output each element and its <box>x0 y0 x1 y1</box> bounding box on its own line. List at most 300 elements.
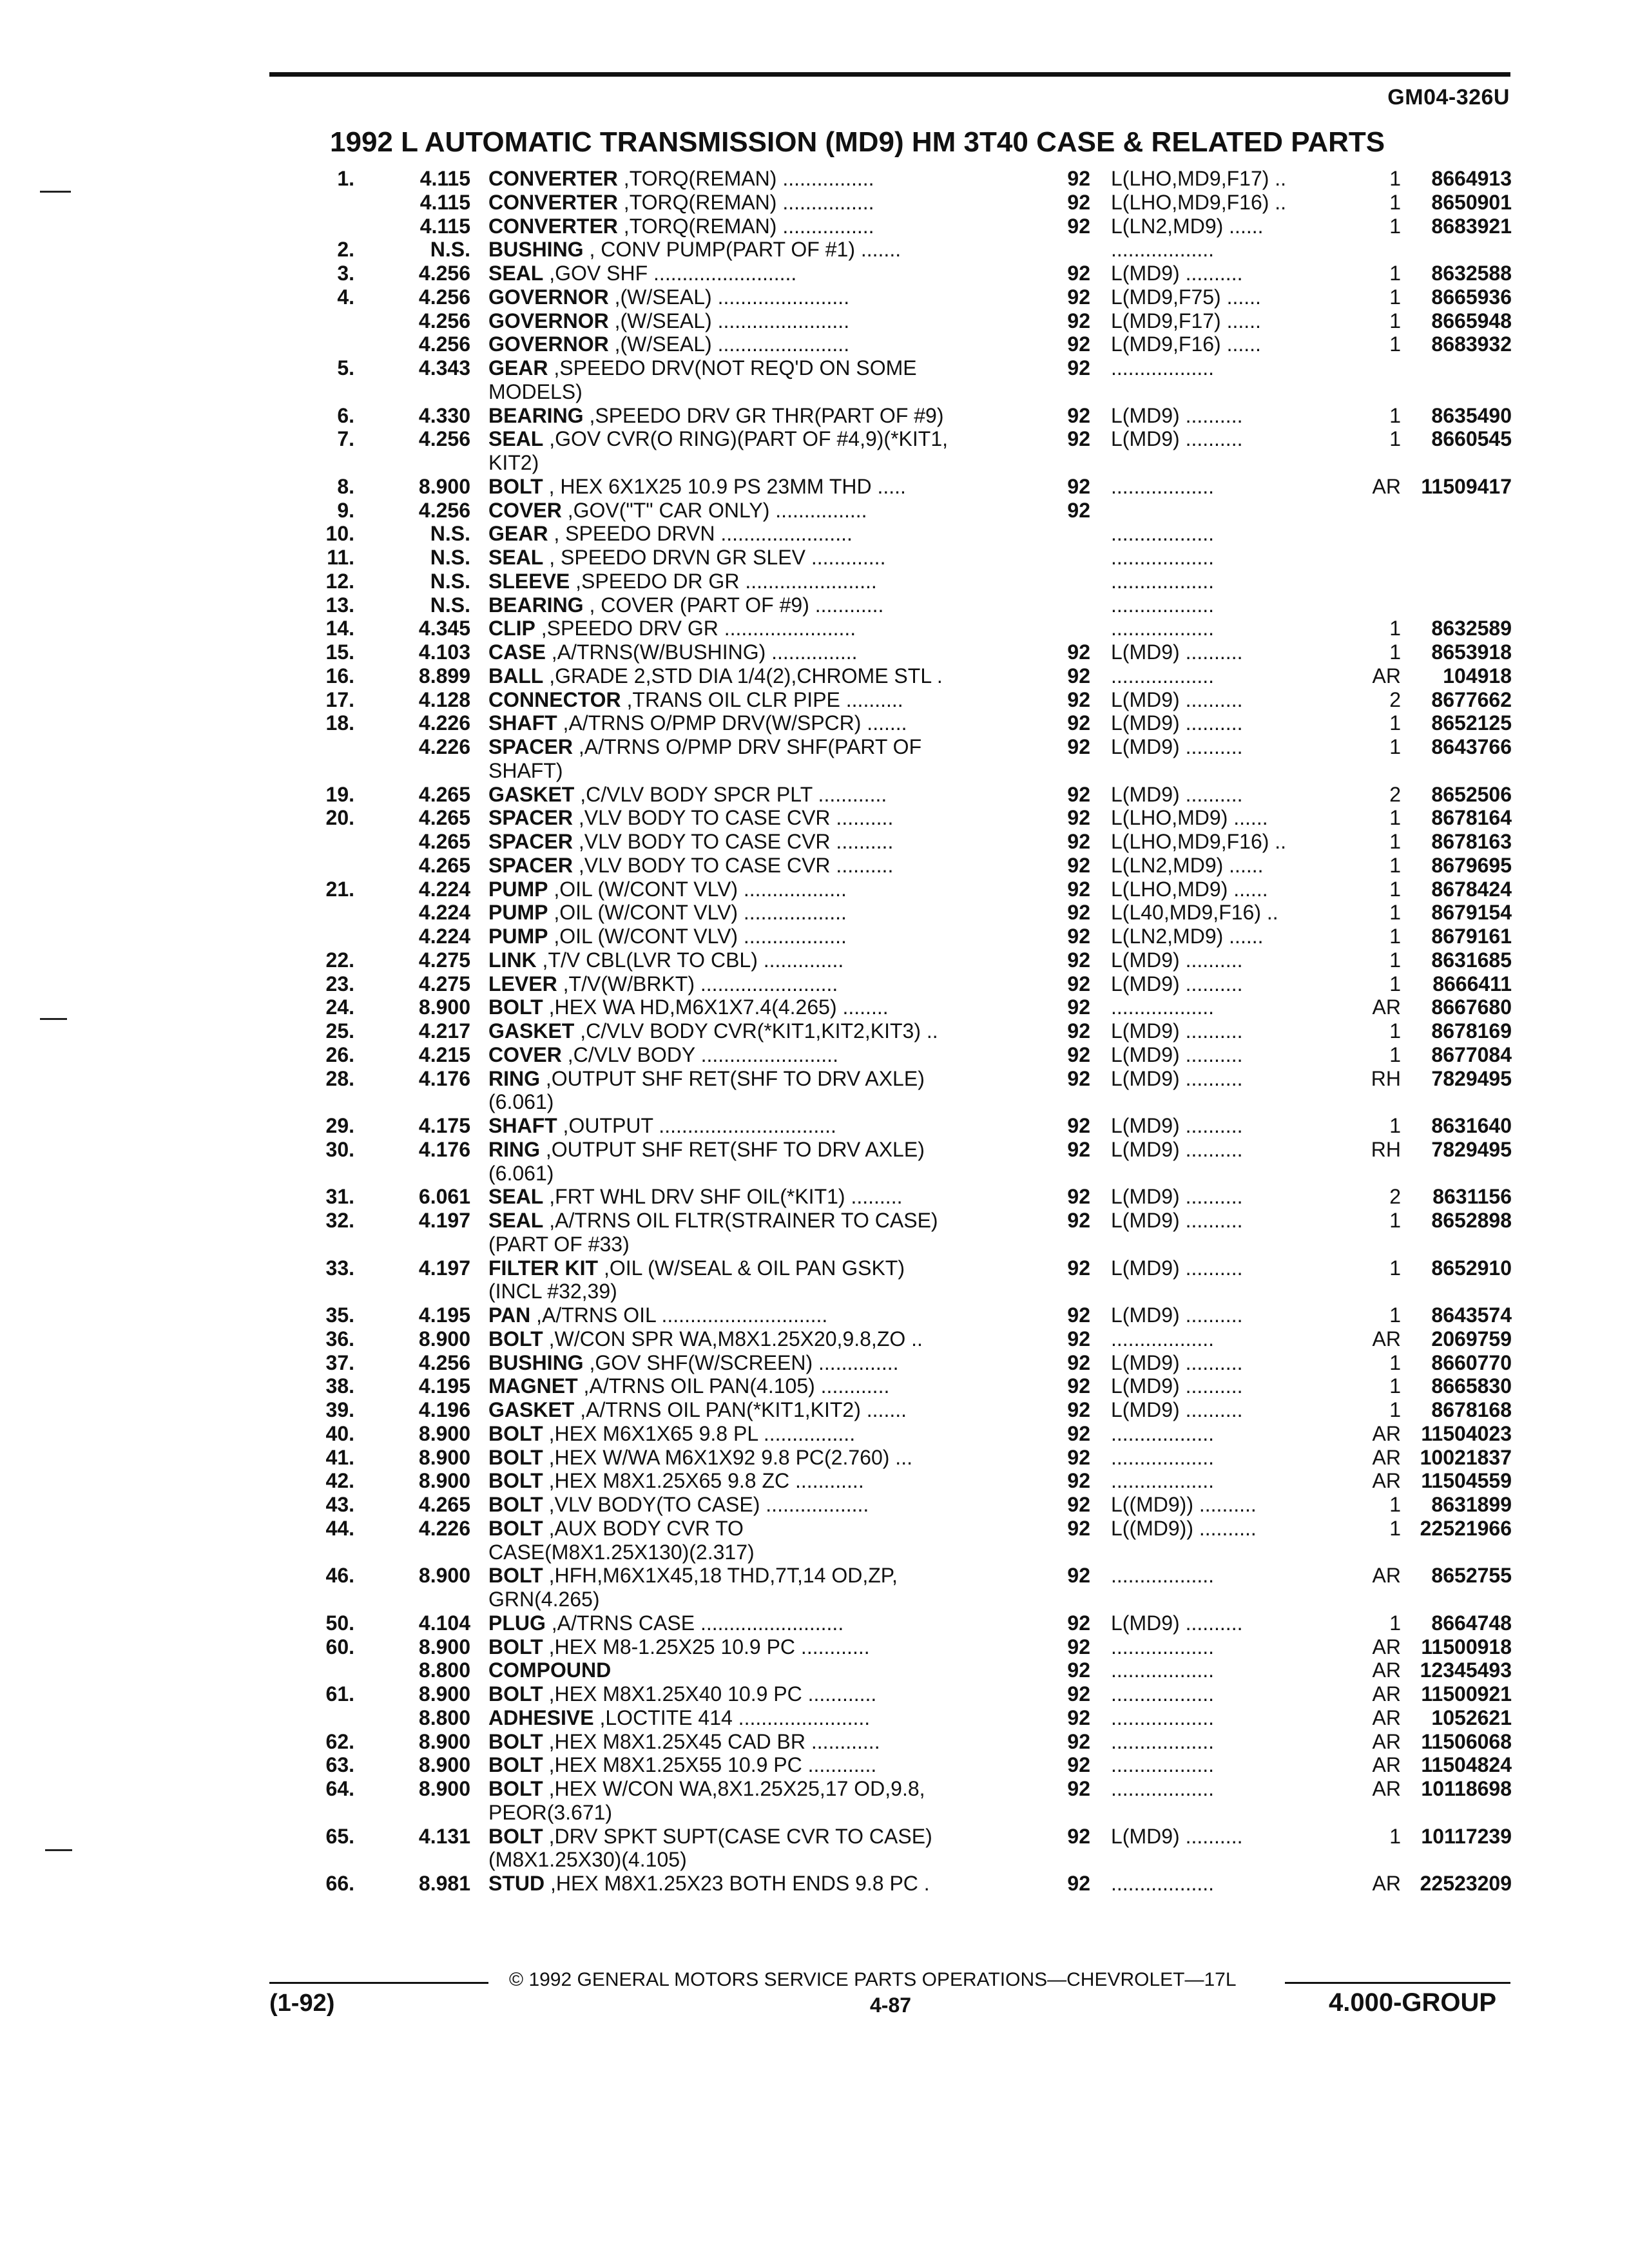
part-row <box>0 1256 1629 1280</box>
model-usage: L(MD9) .......... <box>1111 1398 1243 1421</box>
part-detail: ,HFH,M6X1X45,18 THD,7T,14 OD,ZP, <box>543 1564 898 1588</box>
group-number: 4.196 <box>418 1398 470 1421</box>
part-description <box>488 215 1046 238</box>
part-number: 8631899 <box>1431 1493 1512 1516</box>
model-usage: L(MD9) .......... <box>1111 1303 1243 1327</box>
model-usage: L(MD9) .......... <box>1111 687 1243 711</box>
part-detail: (INCL #32,39) <box>488 1280 617 1303</box>
quantity: 1 <box>1389 1611 1401 1635</box>
header-rule <box>269 72 1510 77</box>
part-row <box>0 1303 1629 1327</box>
item-number: 14. <box>325 617 354 640</box>
part-description <box>488 1374 1046 1398</box>
group-number: 8.900 <box>418 1564 470 1588</box>
quantity: AR <box>1372 1872 1401 1895</box>
part-number: 8677662 <box>1431 687 1512 711</box>
group-number: 4.265 <box>418 830 470 853</box>
group-number: 4.104 <box>418 1611 470 1635</box>
copyright-line: © 1992 GENERAL MOTORS SERVICE PARTS OPERATIONS—CHEVROLET—17L <box>509 1969 1237 1990</box>
part-name: COMPOUND <box>488 1658 612 1682</box>
part-description <box>488 238 1046 262</box>
part-detail: ,C/VLV BODY ........................ <box>561 1043 838 1066</box>
part-number: 8666411 <box>1432 972 1512 995</box>
model-usage: .................. <box>1111 356 1215 380</box>
quantity: 1 <box>1389 925 1401 948</box>
item-number: 63. <box>325 1753 354 1777</box>
part-number: 11500921 <box>1421 1682 1512 1706</box>
model-year: 92 <box>1067 474 1090 498</box>
part-description <box>488 1043 1046 1067</box>
item-number: 8. <box>337 474 354 498</box>
part-detail: ,TRANS OIL CLR PIPE .......... <box>621 687 903 711</box>
part-description <box>488 1517 1046 1541</box>
quantity: 1 <box>1389 1493 1401 1516</box>
part-description <box>488 404 1046 428</box>
part-number: 11504559 <box>1421 1469 1512 1493</box>
part-row <box>0 735 1629 759</box>
model-usage: L(MD9) .......... <box>1111 1350 1243 1374</box>
part-name: SPACER <box>488 735 573 758</box>
group-number: N.S. <box>430 522 470 546</box>
model-year: 92 <box>1067 1706 1090 1729</box>
part-detail: ,HEX M8-1.25X25 10.9 PC ............ <box>543 1635 870 1658</box>
quantity: AR <box>1372 1445 1401 1469</box>
part-name: MAGNET <box>488 1374 578 1398</box>
part-detail: ,T/V(W/BRKT) ........................ <box>557 972 838 995</box>
part-description <box>488 1185 1046 1209</box>
part-row <box>0 1753 1629 1777</box>
part-detail: , CONV PUMP(PART OF #1) ....... <box>583 238 901 262</box>
item-number: 25. <box>325 1019 354 1043</box>
part-number: 8665830 <box>1431 1374 1512 1398</box>
model-usage: L(MD9) .......... <box>1111 262 1243 285</box>
model-year: 92 <box>1067 877 1090 901</box>
part-number: 11504023 <box>1421 1421 1512 1445</box>
part-row <box>0 332 1629 356</box>
model-usage: L(MD9) .......... <box>1111 1185 1243 1209</box>
part-detail: ,HEX M8X1.25X55 10.9 PC ............ <box>543 1753 877 1777</box>
model-usage: .................. <box>1111 1469 1215 1493</box>
part-number: 8678163 <box>1431 830 1512 853</box>
group-number: 4.265 <box>418 1493 470 1516</box>
part-detail: , SPEEDO DRVN ....................... <box>548 522 853 546</box>
group-number: 4.265 <box>418 782 470 806</box>
part-row <box>0 1138 1629 1162</box>
part-detail: ,GOV CVR(O RING)(PART OF #4,9)(*KIT1, <box>543 427 948 451</box>
model-usage: L((MD9)) .......... <box>1111 1516 1257 1540</box>
part-description <box>488 262 1046 285</box>
part-row <box>0 1825 1629 1849</box>
part-description <box>488 1422 1046 1446</box>
item-number: 20. <box>325 806 354 830</box>
part-name: GEAR <box>488 356 548 380</box>
part-description <box>488 617 1046 640</box>
part-row <box>0 830 1629 854</box>
part-row <box>0 1848 1629 1872</box>
part-detail: ,(W/SEAL) ....................... <box>608 332 850 356</box>
quantity: 1 <box>1389 427 1401 451</box>
part-description <box>488 1730 1046 1754</box>
part-number: 8643766 <box>1431 735 1512 758</box>
part-number: 11509417 <box>1421 474 1512 498</box>
item-number: 24. <box>325 995 354 1019</box>
part-description <box>488 995 1046 1019</box>
group-number: 4.224 <box>418 877 470 901</box>
part-detail: PEOR(3.671) <box>488 1800 613 1824</box>
part-number: 11504824 <box>1421 1753 1512 1777</box>
part-detail: ,LOCTITE 414 ....................... <box>593 1706 871 1729</box>
part-name: BOLT <box>488 1469 543 1493</box>
part-row <box>0 617 1629 640</box>
model-usage: L(L40,MD9,F16) .. <box>1111 901 1278 925</box>
part-description <box>488 570 1046 593</box>
binder-mark <box>40 1018 67 1020</box>
part-description <box>488 711 1046 735</box>
model-year: 92 <box>1067 735 1090 758</box>
model-year: 92 <box>1067 1445 1090 1469</box>
quantity: AR <box>1372 1421 1401 1445</box>
part-description <box>488 901 1046 925</box>
part-number: 8652506 <box>1431 782 1512 806</box>
part-number: 8665936 <box>1431 285 1512 309</box>
part-description <box>488 664 1046 688</box>
model-year: 92 <box>1067 925 1090 948</box>
quantity: 1 <box>1389 1374 1401 1398</box>
part-number: 10117239 <box>1421 1824 1512 1848</box>
part-detail: GRN(4.265) <box>488 1588 600 1611</box>
group-number: 8.900 <box>418 1635 470 1658</box>
item-number: 4. <box>337 285 354 309</box>
model-year: 92 <box>1067 427 1090 451</box>
group-number: 4.256 <box>418 262 470 285</box>
parts-list <box>0 167 1629 1896</box>
item-number: 61. <box>325 1682 354 1706</box>
part-detail: ,HEX M8X1.25X23 BOTH ENDS 9.8 PC . <box>545 1872 930 1895</box>
model-year: 92 <box>1067 1824 1090 1848</box>
part-description <box>488 1588 1046 1611</box>
part-detail: CASE(M8X1.25X130)(2.317) <box>488 1540 755 1564</box>
item-number: 64. <box>325 1777 354 1800</box>
footer-rule-right <box>1285 1982 1510 1984</box>
model-year: 92 <box>1067 498 1090 522</box>
model-year: 92 <box>1067 1469 1090 1493</box>
part-name: PUMP <box>488 901 548 925</box>
quantity: AR <box>1372 1564 1401 1588</box>
part-row <box>0 1327 1629 1351</box>
part-number: 8667680 <box>1431 995 1512 1019</box>
model-year: 92 <box>1067 1658 1090 1682</box>
part-detail: ,OUTPUT SHF RET(SHF TO DRV AXLE) <box>540 1066 925 1090</box>
quantity: 1 <box>1389 167 1401 190</box>
part-row <box>0 640 1629 664</box>
part-detail: (M8X1.25X30)(4.105) <box>488 1848 687 1872</box>
model-usage: .................. <box>1111 1421 1215 1445</box>
group-number: N.S. <box>430 569 470 593</box>
part-row <box>0 1185 1629 1209</box>
part-detail: ,DRV SPKT SUPT(CASE CVR TO CASE) <box>543 1824 932 1848</box>
part-number: 1052621 <box>1431 1706 1512 1729</box>
quantity: AR <box>1372 1327 1401 1350</box>
model-usage: L(MD9) .......... <box>1111 711 1243 735</box>
part-description <box>488 735 1046 759</box>
part-description <box>488 1658 1046 1682</box>
group-number: 4.265 <box>418 853 470 877</box>
part-description <box>488 593 1046 617</box>
item-number: 7. <box>337 427 354 451</box>
part-number: 8679154 <box>1431 901 1512 925</box>
part-detail: ,A/TRNS OIL PAN(4.105) ............ <box>577 1374 890 1398</box>
quantity: 1 <box>1389 901 1401 925</box>
part-name: COVER <box>488 1043 562 1066</box>
group-number: 4.197 <box>418 1256 470 1280</box>
part-name: BEARING <box>488 593 584 617</box>
quantity: 1 <box>1389 214 1401 238</box>
quantity: 1 <box>1389 711 1401 735</box>
part-name: GOVERNOR <box>488 309 609 332</box>
part-name: BOLT <box>488 1635 543 1658</box>
item-number: 21. <box>325 877 354 901</box>
model-year: 92 <box>1067 1019 1090 1043</box>
part-detail: ,VLV BODY TO CASE CVR .......... <box>572 806 894 830</box>
quantity: AR <box>1372 1706 1401 1729</box>
part-name: SEAL <box>488 546 544 569</box>
model-usage: L(MD9) .......... <box>1111 972 1243 995</box>
part-row <box>0 664 1629 688</box>
part-row <box>0 1233 1629 1256</box>
part-name: BOLT <box>488 1493 543 1516</box>
model-usage: L(LN2,MD9) ...... <box>1111 853 1264 877</box>
part-number: 8632589 <box>1431 617 1512 640</box>
part-detail: ,AUX BODY CVR TO <box>543 1516 744 1540</box>
document-code: GM04-326U <box>1387 85 1510 110</box>
group-number: 6.061 <box>418 1185 470 1209</box>
quantity: AR <box>1372 1729 1401 1753</box>
part-number: 8679161 <box>1431 925 1512 948</box>
part-detail: MODELS) <box>488 380 583 403</box>
model-usage: .................. <box>1111 593 1215 617</box>
part-detail: (PART OF #33) <box>488 1232 630 1256</box>
part-name: PAN <box>488 1303 531 1327</box>
part-name: SHAFT <box>488 711 557 735</box>
part-detail: ,SPEEDO DRV(NOT REQ'D ON SOME <box>548 356 917 380</box>
part-detail: ,A/TRNS OIL ............................. <box>530 1303 828 1327</box>
quantity: 1 <box>1389 285 1401 309</box>
part-name: SPACER <box>488 853 573 877</box>
item-number: 18. <box>325 711 354 735</box>
part-row <box>0 593 1629 617</box>
part-number: 8660770 <box>1431 1350 1512 1374</box>
part-detail: ,SPEEDO DRV GR ....................... <box>535 617 856 640</box>
item-number: 26. <box>325 1043 354 1066</box>
item-number: 62. <box>325 1729 354 1753</box>
part-detail: ,OIL (W/SEAL & OIL PAN GSKT) <box>598 1256 905 1280</box>
part-number: 11500918 <box>1421 1635 1512 1658</box>
part-row <box>0 688 1629 712</box>
model-usage: .................. <box>1111 1706 1215 1729</box>
part-number: 8652755 <box>1431 1564 1512 1588</box>
part-row <box>0 1043 1629 1067</box>
part-detail: ,OUTPUT ............................... <box>557 1114 836 1137</box>
part-row <box>0 522 1629 546</box>
model-usage: L(LN2,MD9) ...... <box>1111 214 1264 238</box>
part-detail: ,FRT WHL DRV SHF OIL(*KIT1) ......... <box>543 1185 903 1209</box>
model-year: 92 <box>1067 1753 1090 1777</box>
model-usage: L(MD9) .......... <box>1111 1824 1243 1848</box>
model-usage: L(MD9) .......... <box>1111 1611 1243 1635</box>
part-row <box>0 285 1629 309</box>
quantity: 1 <box>1389 1398 1401 1421</box>
model-year: 92 <box>1067 640 1090 664</box>
part-description <box>488 783 1046 807</box>
part-description <box>488 1469 1046 1493</box>
model-usage: .................. <box>1111 546 1215 569</box>
part-detail: ,T/V CBL(LVR TO CBL) .............. <box>536 948 844 972</box>
model-year: 92 <box>1067 806 1090 830</box>
model-year: 92 <box>1067 1729 1090 1753</box>
group-number: N.S. <box>430 593 470 617</box>
part-description <box>488 427 1046 451</box>
quantity: AR <box>1372 474 1401 498</box>
part-description <box>488 1398 1046 1422</box>
item-number: 2. <box>337 238 354 262</box>
quantity: RH <box>1371 1066 1401 1090</box>
quantity: AR <box>1372 995 1401 1019</box>
quantity: 1 <box>1389 262 1401 285</box>
part-row <box>0 262 1629 285</box>
page-number: 4-87 <box>870 1994 912 2017</box>
part-name: BOLT <box>488 1564 543 1588</box>
part-name: LEVER <box>488 972 557 995</box>
item-number: 11. <box>327 546 354 569</box>
part-detail: ,TORQ(REMAN) ................ <box>617 167 874 190</box>
part-name: BALL <box>488 664 544 687</box>
part-description <box>488 451 1046 475</box>
model-usage: L(MD9) .......... <box>1111 1374 1243 1398</box>
item-number: 15. <box>325 640 354 664</box>
part-description <box>488 380 1046 404</box>
quantity: 1 <box>1389 309 1401 332</box>
item-number: 41. <box>325 1445 354 1469</box>
part-description <box>488 1611 1046 1635</box>
part-row <box>0 925 1629 948</box>
group-number: 4.256 <box>418 309 470 332</box>
item-number: 3. <box>337 262 354 285</box>
part-name: CLIP <box>488 617 535 640</box>
part-detail: ,TORQ(REMAN) ................ <box>617 214 874 238</box>
footer-rule-left <box>269 1982 488 1984</box>
part-row <box>0 948 1629 972</box>
part-description <box>488 925 1046 948</box>
part-row <box>0 1422 1629 1446</box>
part-name: GOVERNOR <box>488 332 609 356</box>
part-row <box>0 1019 1629 1043</box>
quantity: 1 <box>1389 1303 1401 1327</box>
group-number: 4.115 <box>419 214 470 238</box>
part-row <box>0 427 1629 451</box>
part-detail: ,A/TRNS(W/BUSHING) ............... <box>545 640 858 664</box>
quantity: 1 <box>1389 332 1401 356</box>
part-row <box>0 238 1629 262</box>
part-row <box>0 1280 1629 1303</box>
part-detail: ,VLV BODY(TO CASE) .................. <box>543 1493 869 1516</box>
part-detail: (6.061) <box>488 1090 554 1114</box>
part-name: CONVERTER <box>488 167 618 190</box>
part-row <box>0 854 1629 878</box>
part-description <box>488 1753 1046 1777</box>
part-row <box>0 1541 1629 1564</box>
model-year: 92 <box>1067 1374 1090 1398</box>
item-number: 65. <box>325 1824 354 1848</box>
part-name: SPACER <box>488 830 573 853</box>
part-row <box>0 1446 1629 1470</box>
part-description <box>488 191 1046 215</box>
part-number: 8678169 <box>1431 1019 1512 1043</box>
part-description <box>488 1303 1046 1327</box>
part-detail: ,HEX M6X1X65 9.8 PL ................ <box>543 1421 856 1445</box>
part-name: SEAL <box>488 1209 544 1232</box>
item-number: 22. <box>325 948 354 972</box>
part-name: STUD <box>488 1872 545 1895</box>
group-number: 4.226 <box>418 735 470 758</box>
model-year: 92 <box>1067 711 1090 735</box>
quantity: 1 <box>1389 1256 1401 1280</box>
part-row <box>0 309 1629 333</box>
model-year: 92 <box>1067 687 1090 711</box>
part-detail: ,HEX M8X1.25X65 9.8 ZC ............ <box>543 1469 864 1493</box>
model-year: 92 <box>1067 190 1090 214</box>
part-row <box>0 167 1629 191</box>
part-number: 8678168 <box>1431 1398 1512 1421</box>
part-detail: ,VLV BODY TO CASE CVR .......... <box>572 830 894 853</box>
part-detail: ,HEX W/CON WA,8X1.25X25,17 OD,9.8, <box>543 1777 925 1800</box>
group-number: 8.900 <box>418 1682 470 1706</box>
part-number: 10118698 <box>1421 1777 1512 1800</box>
part-number: 22521966 <box>1420 1516 1512 1540</box>
part-name: LINK <box>488 948 537 972</box>
part-row <box>0 1706 1629 1730</box>
part-detail: ,A/TRNS O/PMP DRV(W/SPCR) ....... <box>557 711 907 735</box>
part-description <box>488 1256 1046 1280</box>
part-row <box>0 1588 1629 1611</box>
group-number: 8.900 <box>418 1753 470 1777</box>
model-usage: .................. <box>1111 1872 1215 1895</box>
part-detail: , SPEEDO DRVN GR SLEV ............. <box>543 546 886 569</box>
part-number: 8652898 <box>1431 1209 1512 1232</box>
item-number: 30. <box>325 1137 354 1161</box>
group-number: 8.899 <box>418 664 470 687</box>
part-row <box>0 1374 1629 1398</box>
part-number: 8679695 <box>1431 853 1512 877</box>
model-usage: .................. <box>1111 664 1215 687</box>
part-row <box>0 1872 1629 1896</box>
part-detail: , COVER (PART OF #9) ............ <box>583 593 884 617</box>
quantity: AR <box>1372 1682 1401 1706</box>
item-number: 6. <box>337 403 354 427</box>
model-year: 92 <box>1067 664 1090 687</box>
group-number: 4.217 <box>418 1019 470 1043</box>
quantity: 1 <box>1389 1516 1401 1540</box>
part-row <box>0 878 1629 901</box>
model-usage: L(MD9) .......... <box>1111 1209 1243 1232</box>
group-number: 4.275 <box>418 948 470 972</box>
quantity: AR <box>1372 1635 1401 1658</box>
model-year: 92 <box>1067 285 1090 309</box>
model-year: 92 <box>1067 1564 1090 1588</box>
part-detail: ,GOV SHF(W/SCREEN) .............. <box>583 1350 899 1374</box>
model-year: 92 <box>1067 1185 1090 1209</box>
part-detail: ,OIL (W/CONT VLV) .................. <box>548 925 847 948</box>
part-description <box>488 1564 1046 1588</box>
